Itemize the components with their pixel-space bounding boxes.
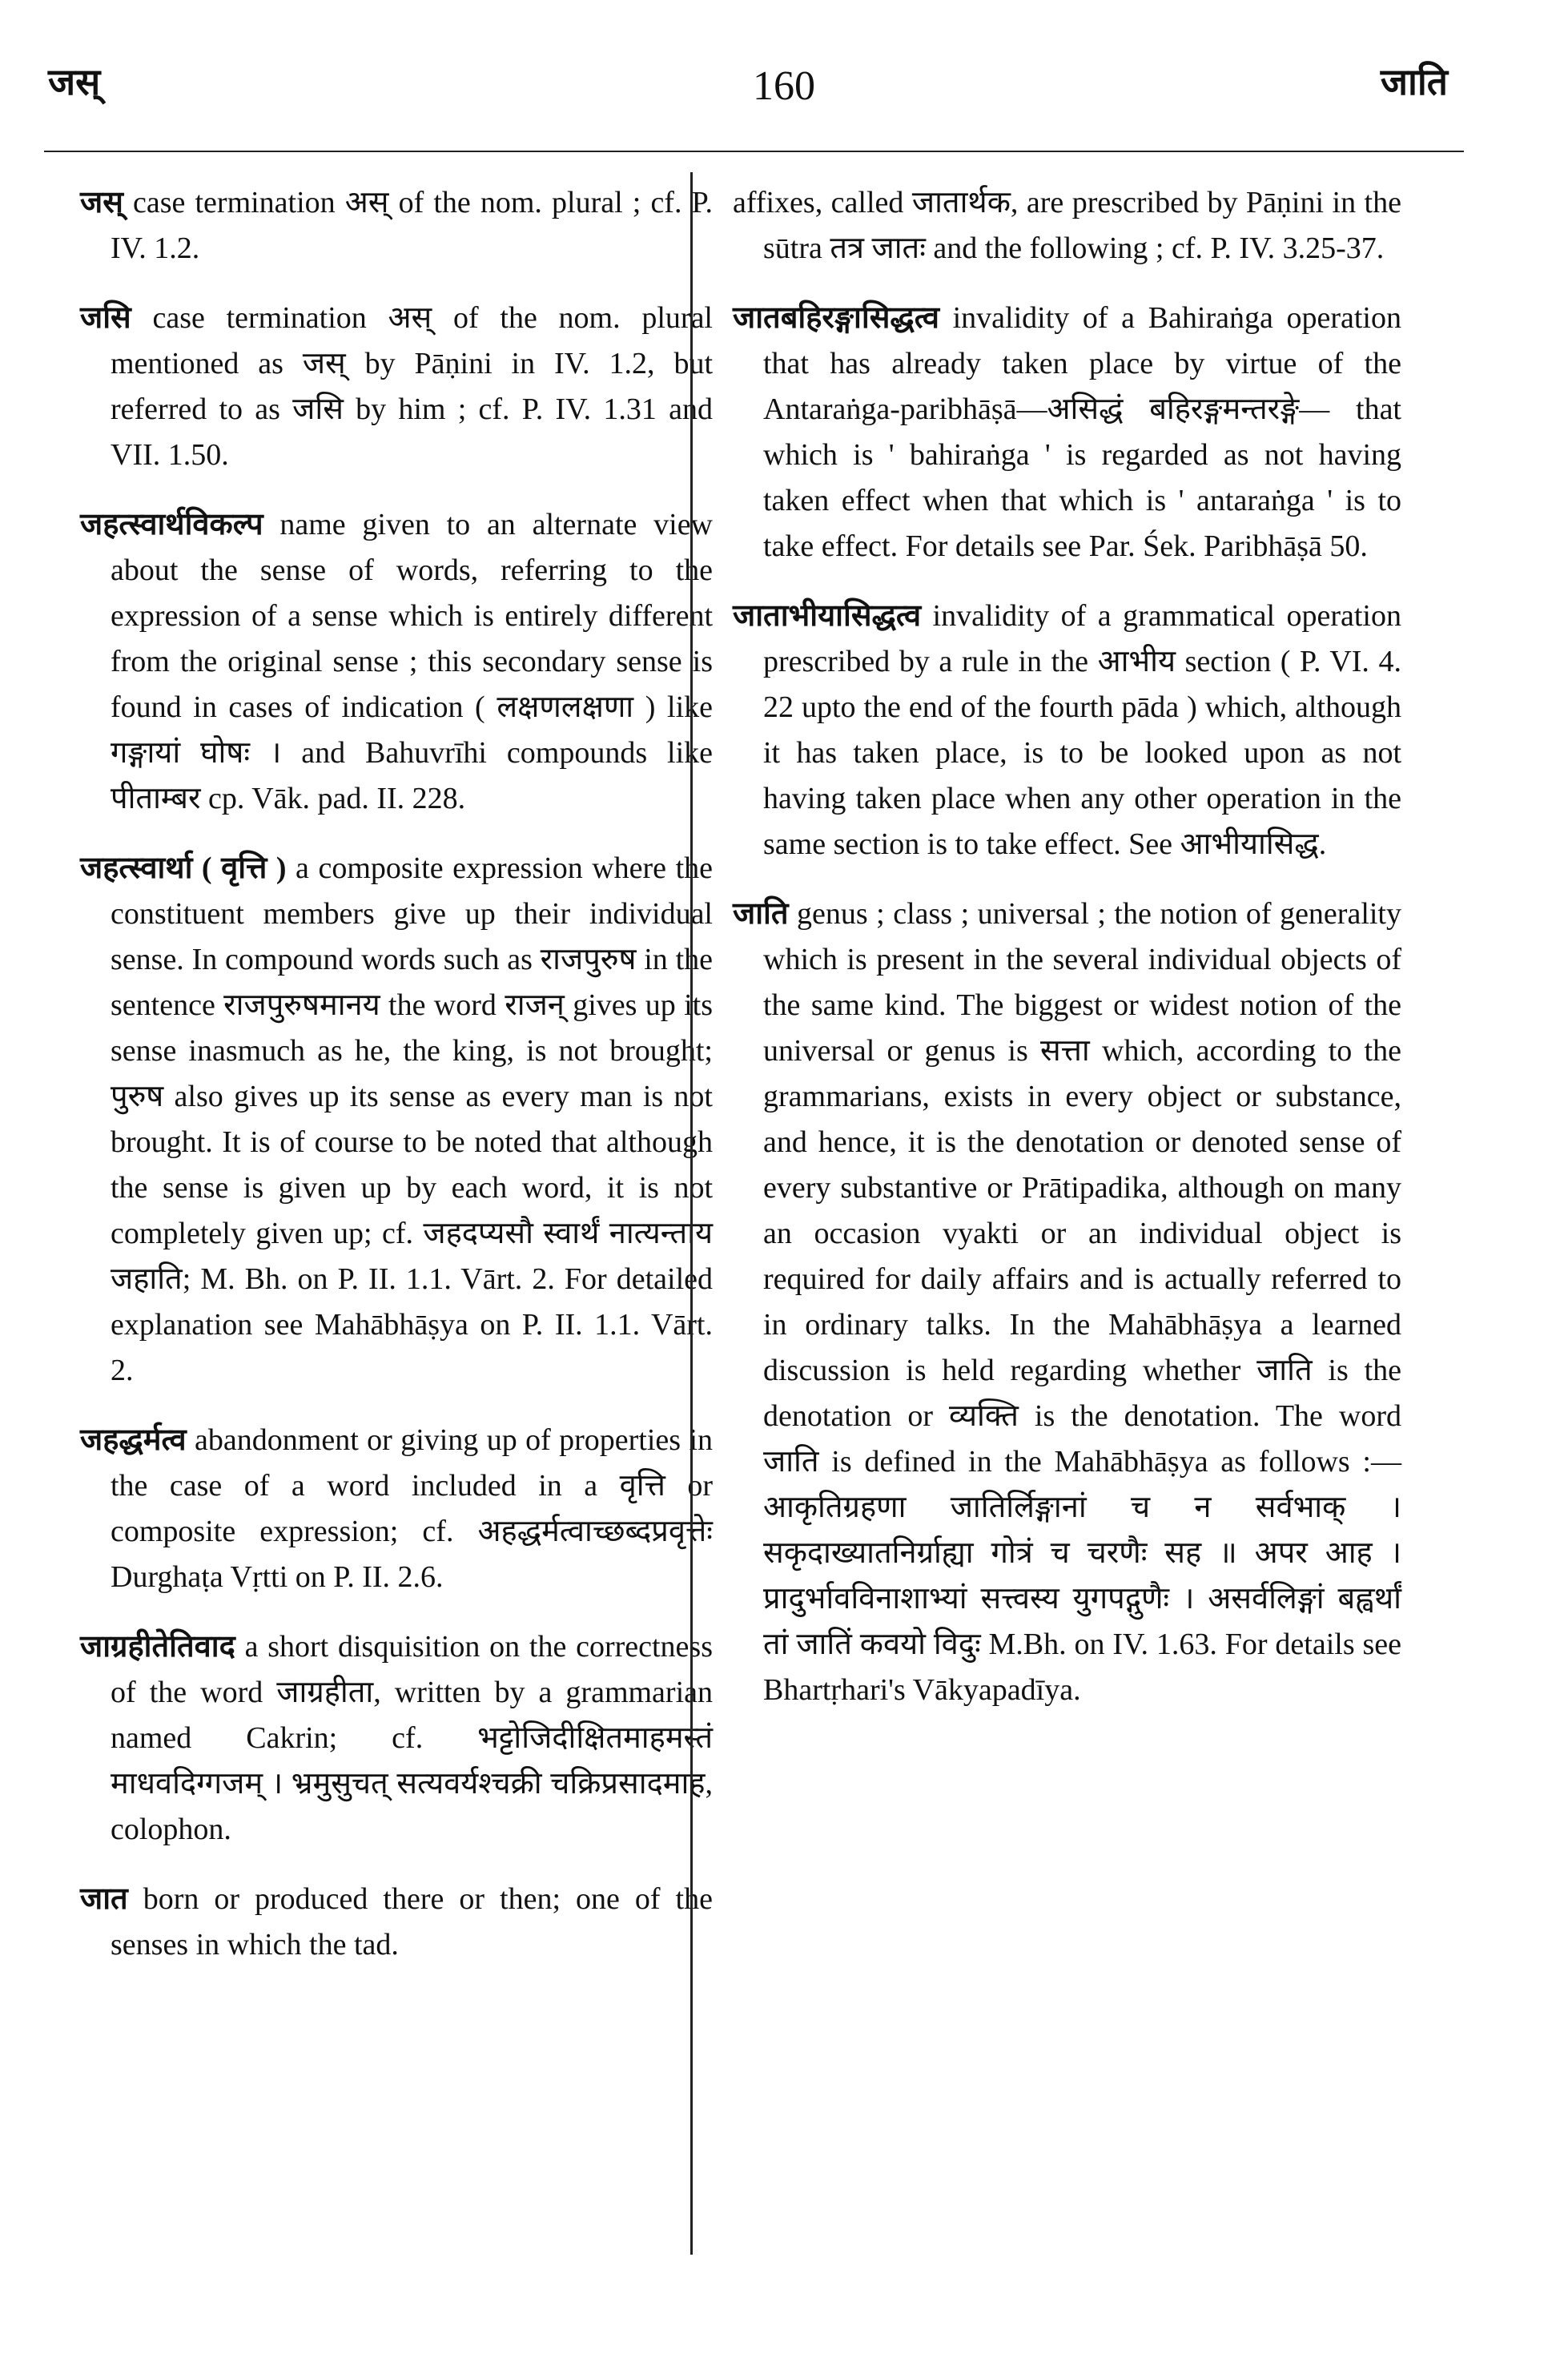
- header-left-guideword: जस्: [48, 62, 101, 103]
- entry: [80, 1624, 713, 1853]
- entry: [80, 1877, 713, 1968]
- left-column: [80, 180, 713, 1992]
- entry-text: affixes, called जातार्थक, are prescribed by Pāṇini in the sūtra तत्र जातः and the following ; cf. P. IV. 3.25-37.: [733, 186, 1401, 265]
- entry: [733, 891, 1401, 1713]
- entry-headword: जाग्रहीतेतिवाद: [80, 1630, 235, 1664]
- entry-text: a composite expression where the constituent members give up their individual sense. In compound words such as राजपुरुष in the sentence राजपुरुषमानय the word राजन् gives up its sense inasmuch as he, the king, is not brought; पुरुष also gives up its sense as every man is not brought. It is of course to be noted that although the sense is given up by each word, it is not completely given up; cf. जहदप्यसौ स्वार्थं नात्यन्ताय जहाति; M. Bh. on P. II. 1.1. Vārt. 2. For detailed explanation see Mahābhāṣya on P. II. 1.1. Vārt. 2.: [111, 851, 713, 1387]
- entry-text: case termination अस् of the nom. plural ; cf. P. IV. 1.2.: [111, 186, 713, 265]
- entry-headword: जहत्स्वार्था ( वृत्ति ): [80, 851, 287, 885]
- right-column: [733, 180, 1401, 1737]
- entry-headword: जस्: [80, 186, 123, 219]
- entry: [733, 296, 1401, 569]
- entry-text: genus ; class ; universal ; the notion of generality which is present in the several individual objects of the same kind. The biggest or widest notion of the universal or genus is सत्ता which, according to the grammarians, exists in every object or substance, and hence, it is the denotation or denoted sense of every substantive or Prātipadika, although on many an occasion vyakti or an individual object is required for daily affairs and is actually referred to in ordinary talks. In the Mahābhāṣya a learned discussion is held regarding whether जाति is the denotation or व्यक्ति is the denotation. The word जाति is defined in the Mahābhāṣya as follows :—आकृतिग्रहणा जातिर्लिङ्गानां च न सर्वभाक् । सकृदाख्यातनिर्ग्राह्या गोत्रं च चरणैः सह ॥ अपर आह । प्रादुर्भावविनाशाभ्यां सत्त्वस्य युगपद्गुणैः । असर्वलिङ्गां बह्वर्थां तां जातिं कवयो विदुः M.Bh. on IV. 1.63. For details see Bhartṛhari's Vākyapadīya.: [763, 897, 1401, 1707]
- entry-headword: जहद्धर्मत्व: [80, 1423, 187, 1457]
- entry-text: invalidity of a Bahiraṅga operation that has already taken place by virtue of the Antaraṅga-paribhāṣā—असिद्धं बहिरङ्गमन्तरङ्गे— that which is ' bahiraṅga ' is regarded as not having taken effect when that which is ' antaraṅga ' is to take effect. For details see Par. Śek. Paribhāṣā 50.: [763, 301, 1401, 563]
- entry-text: case termination अस् of the nom. plural mentioned as जस् by Pāṇini in IV. 1.2, but referred to as जसि by him ; cf. P. IV. 1.31 and VII. 1.50.: [111, 301, 713, 472]
- entry-headword: जात: [80, 1882, 128, 1916]
- entry-text: invalidity of a grammatical operation prescribed by a rule in the आभीय section ( P. VI. 4. 22 upto the end of the fourth pāda ) which, although it has taken place, is to be looked upon as not having taken place when any other operation in the same section is to take effect. See आभीयासिद्ध.: [763, 599, 1401, 861]
- entry-headword: जहत्स्वार्थविकल्प: [80, 508, 263, 541]
- entry: [80, 180, 713, 272]
- column-divider: [690, 172, 693, 2255]
- page-number: 160: [753, 63, 815, 109]
- entry: [80, 296, 713, 478]
- entry-text: a short disquisition on the correctness of the word जाग्रहीता, written by a grammarian named Cakrin; cf. भट्टोजिदीक्षितमाहमस्तं माधवदिग्गजम् । भ्रमुसुचत् सत्यवर्यश्चक्री चक्रिप्रसादमाह, colophon.: [111, 1630, 713, 1846]
- entry: [80, 502, 713, 822]
- entry-text: born or produced there or then; one of the senses in which the tad.: [111, 1882, 713, 1962]
- entry: [80, 846, 713, 1394]
- entry: [733, 594, 1401, 867]
- header-right-guideword: जाति: [1380, 62, 1448, 103]
- entry-headword: जाताभीयासिद्धत्व: [733, 599, 922, 633]
- entry-headword: जातबहिरङ्गासिद्धत्व: [733, 301, 939, 335]
- header-rule: [44, 151, 1464, 152]
- entry-text: name given to an alternate view about the sense of words, referring to the expression of a sense which is entirely different from the original sense ; this secondary sense is found in cases of indication ( लक्षणलक्षणा ) like गङ्गायां घोषः । and Bahuvrīhi compounds like पीताम्बर cp. Vāk. pad. II. 228.: [111, 508, 713, 815]
- entry-text: abandonment or giving up of properties in the case of a word included in a वृत्ति or composite expression; cf. अहद्धर्मत्वाच्छब्दप्रवृत्तेः Durghaṭa Vṛtti on P. II. 2.6.: [111, 1423, 713, 1594]
- entry-headword: जाति: [733, 897, 789, 931]
- entry-continuation: [733, 180, 1401, 272]
- entry: [80, 1418, 713, 1600]
- entry-headword: जसि: [80, 301, 131, 335]
